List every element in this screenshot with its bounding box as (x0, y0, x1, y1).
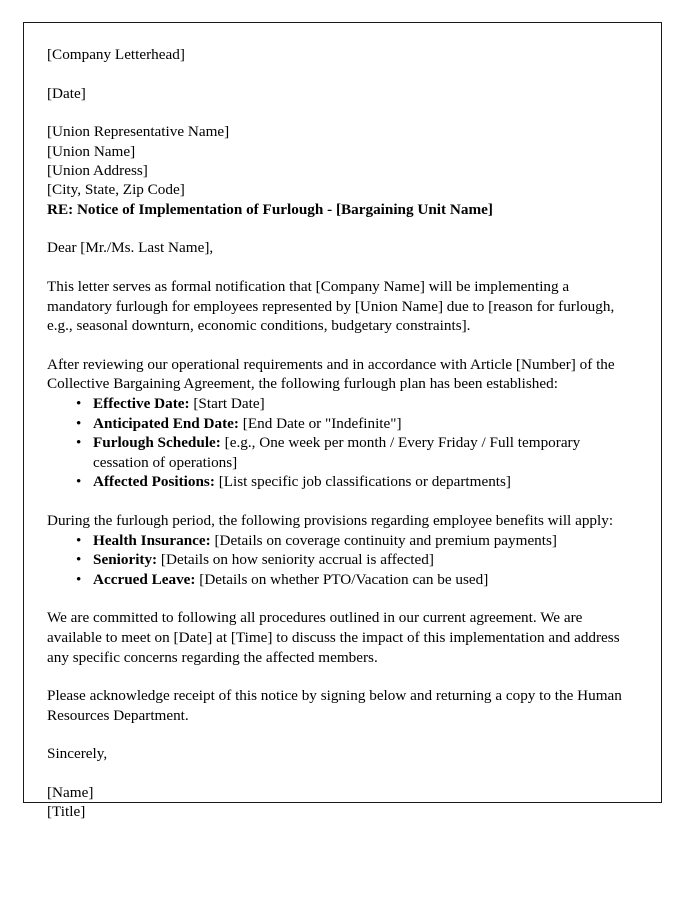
document-body (24, 23, 661, 822)
document-page (23, 22, 662, 821)
list-item-label: Furlough Schedule: (93, 434, 221, 452)
list-item-label: Anticipated End Date: (93, 414, 239, 432)
body-paragraph-2: After reviewing our operational requirements and in accordance with Article [Number] of the Collective Bargaining Agreement, the following furlough plan has been established: (47, 355, 615, 393)
list-item (47, 433, 631, 472)
signature-title: [Title] (47, 803, 86, 821)
list-item-value: [Details on whether PTO/Vacation can be used] (199, 570, 489, 588)
salutation: Dear [Mr./Ms. Last Name], (47, 239, 214, 257)
list-item-value: [End Date or "Indefinite"] (242, 414, 402, 432)
furlough-plan-list (47, 394, 631, 492)
list-item-value: [List specific job classifications or departments] (218, 473, 511, 491)
signature-name: [Name] (47, 783, 94, 801)
list-item-label: Affected Positions: (93, 473, 215, 491)
list-item-label: Health Insurance: (93, 531, 211, 549)
list-item-value: [Start Date] (193, 394, 265, 412)
recipient-line: [Union Representative Name] (47, 123, 230, 141)
body-paragraph-4: We are committed to following all procedures outlined in our current agreement. We are available to meet on [Date] at [Time] to discuss the impact of this implementation and address any specific concerns regarding the affected members. (47, 609, 620, 666)
recipient-address-block (47, 122, 631, 200)
company-letterhead: [Company Letterhead] (47, 46, 185, 63)
list-item-label: Accrued Leave: (93, 570, 196, 588)
list-item (47, 414, 631, 434)
body-paragraph-5: Please acknowledge receipt of this notice by signing below and returning a copy to the Human Resources Department. (47, 687, 622, 724)
recipient-line: [Union Name] (47, 142, 136, 160)
body-paragraph-1: This letter serves as formal notification that [Company Name] will be implementing a mandatory furlough for employees represented by [Union Name] due to [reason for furlough, e.g., seasonal downturn, economic conditions, budgetary constraints]. (47, 278, 615, 335)
list-item (47, 570, 631, 590)
letter-date: [Date] (47, 84, 86, 102)
subject-line: RE: Notice of Implementation of Furlough - [Bargaining Unit Name] (47, 200, 493, 218)
recipient-line: [City, State, Zip Code] (47, 181, 185, 199)
list-item (47, 531, 631, 551)
list-item-value: [Details on how seniority accrual is affected] (160, 551, 434, 569)
list-item (47, 550, 631, 570)
list-item-value: [e.g., One week per month / Every Friday / Full temporary cessation of operations] (93, 434, 581, 471)
list-item-label: Effective Date: (93, 394, 190, 412)
benefits-list (47, 531, 631, 590)
recipient-line: [Union Address] (47, 162, 148, 179)
list-item-value: [Details on coverage continuity and premium payments] (214, 531, 557, 549)
list-item-label: Seniority: (93, 551, 158, 569)
closing-salutation: Sincerely, (47, 745, 108, 763)
list-item (47, 394, 631, 414)
list-item (47, 472, 631, 492)
body-paragraph-3: During the furlough period, the following provisions regarding employee benefits will apply: (47, 511, 614, 529)
